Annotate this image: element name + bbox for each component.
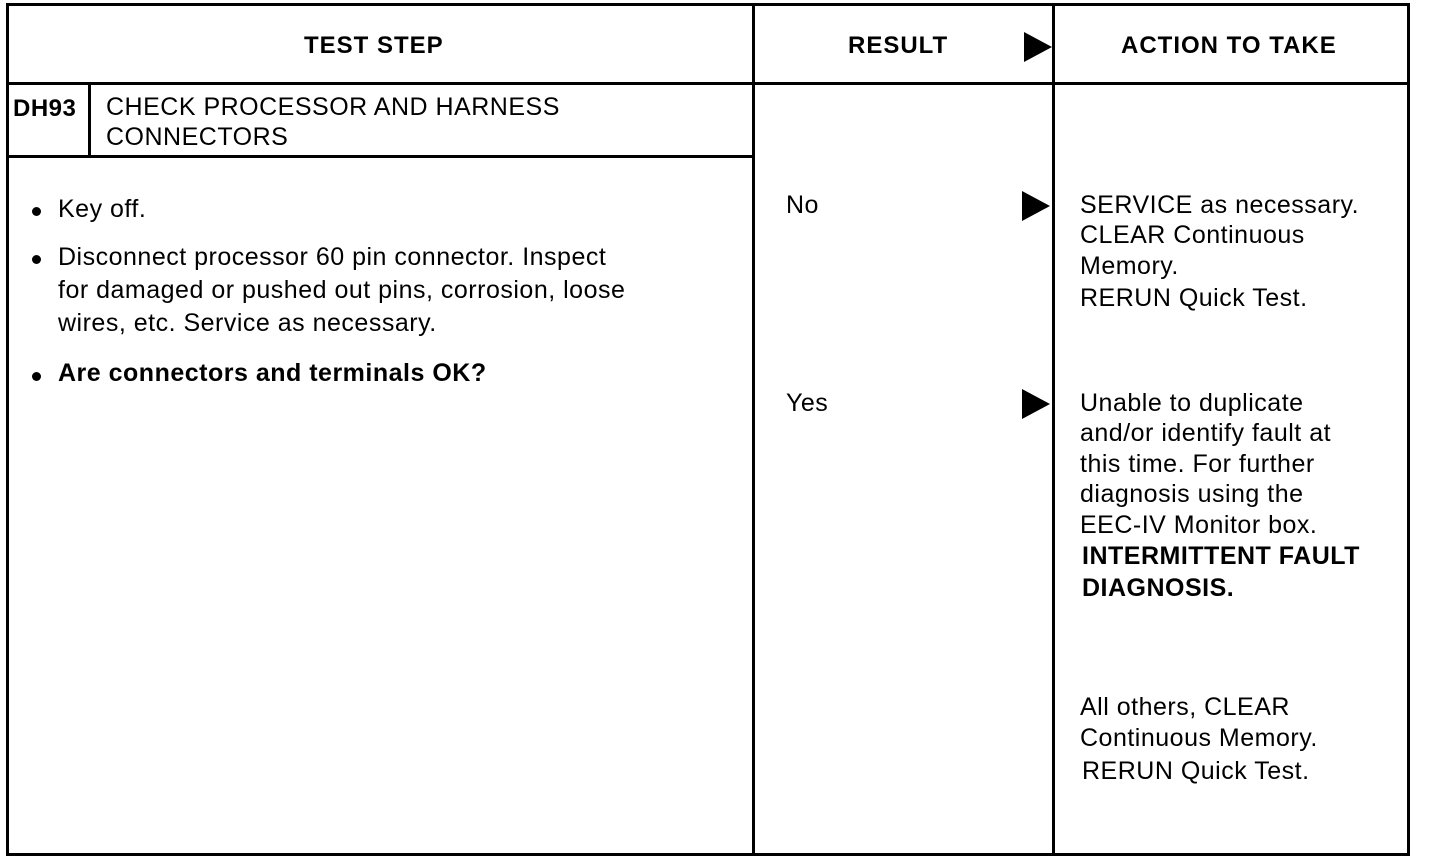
action-no-line-3: Memory. <box>1080 252 1179 280</box>
test-step-disconnect-line-3: wires, etc. Service as necessary. <box>58 309 437 337</box>
action-other-line-3: RERUN Quick Test. <box>1082 757 1310 785</box>
action-yes-line-1: Unable to duplicate <box>1080 389 1304 417</box>
action-yes-line-4: diagnosis using the <box>1080 480 1304 508</box>
action-yes-line-3: this time. For further <box>1080 450 1315 478</box>
header-test-step: TEST STEP <box>304 32 444 59</box>
action-no-line-4: RERUN Quick Test. <box>1080 284 1308 312</box>
result-yes-arrow-icon <box>1022 389 1050 419</box>
action-yes-line-6: INTERMITTENT FAULT <box>1082 542 1360 570</box>
test-step-disconnect-line-1: Disconnect processor 60 pin connector. Inspect <box>58 243 607 271</box>
action-other-line-2: Continuous Memory. <box>1080 724 1318 752</box>
bullet-icon <box>32 372 41 381</box>
action-no-line-2: CLEAR Continuous <box>1080 221 1305 249</box>
result-arrow-icon <box>1024 32 1052 62</box>
test-step-question: Are connectors and terminals OK? <box>58 359 487 387</box>
result-yes: Yes <box>786 389 829 417</box>
step-code: DH93 <box>13 95 77 122</box>
step-title-line-1: CHECK PROCESSOR AND HARNESS <box>106 93 560 121</box>
action-other-line-1: All others, CLEAR <box>1080 693 1290 721</box>
header-action-to-take: ACTION TO TAKE <box>1121 32 1337 59</box>
step-title-line-2: CONNECTORS <box>106 123 289 151</box>
action-no-line-1: SERVICE as necessary. <box>1080 191 1360 219</box>
header-divider <box>6 82 1410 85</box>
column-divider-action <box>1052 3 1055 856</box>
action-yes-line-5: EEC-IV Monitor box. <box>1080 511 1318 539</box>
bullet-icon <box>32 207 41 216</box>
action-yes-line-2: and/or identify fault at <box>1080 419 1332 447</box>
step-title-divider <box>6 155 755 158</box>
action-yes-line-7: DIAGNOSIS. <box>1082 574 1235 602</box>
test-step-key-off: Key off. <box>58 195 147 223</box>
column-divider-result <box>752 3 755 856</box>
test-step-disconnect-line-2: for damaged or pushed out pins, corrosion, loose <box>58 276 626 304</box>
step-code-divider <box>88 84 91 156</box>
result-no: No <box>786 191 819 219</box>
result-no-arrow-icon <box>1022 191 1050 221</box>
header-result: RESULT <box>848 32 949 59</box>
bullet-icon <box>32 255 41 264</box>
